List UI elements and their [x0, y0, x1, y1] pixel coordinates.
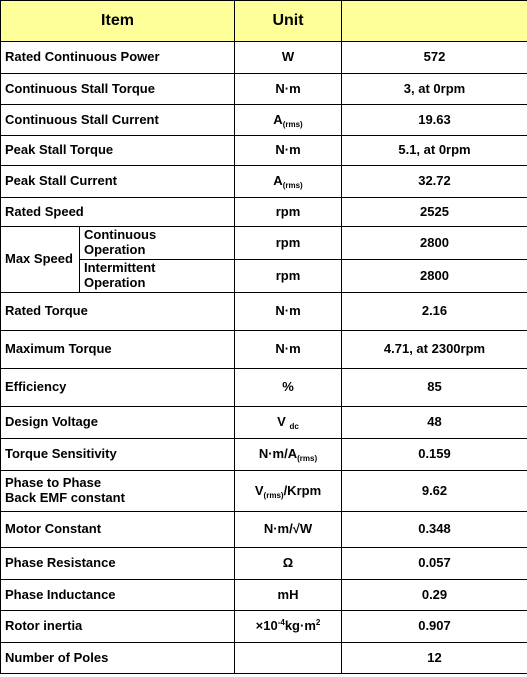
row-value: 2.16: [342, 293, 527, 331]
row-unit: [235, 643, 342, 674]
table-row: [1, 74, 527, 105]
unit-tail: /Krpm: [283, 482, 322, 498]
row-value: 32.72: [342, 166, 527, 198]
table-row: [1, 293, 527, 331]
unit-main: A: [273, 111, 283, 127]
label-line: Intermittent: [84, 260, 156, 276]
row-value: 0.159: [342, 439, 527, 471]
row-label: Torque Sensitivity: [1, 439, 235, 471]
label-line: Continuous: [84, 227, 157, 243]
row-unit: N·m: [235, 293, 342, 331]
unit-subscript: (rms): [297, 454, 318, 464]
row-value: 5.1, at 0rpm: [342, 136, 527, 166]
row-unit: N·m: [235, 331, 342, 369]
unit-main: kg·m: [284, 618, 316, 634]
table-row: [1, 260, 527, 293]
unit-subscript: dc: [289, 422, 299, 432]
label-line: Operation: [84, 275, 146, 290]
max-speed-label: Max Speed: [1, 227, 80, 293]
table-row: [1, 512, 527, 548]
row-value: 0.348: [342, 512, 527, 548]
unit-subscript: (rms): [263, 490, 284, 500]
table-row: [1, 227, 527, 260]
unit-main: V: [277, 414, 286, 430]
row-value: 572: [342, 42, 527, 74]
max-speed-intermittent-label: [80, 260, 235, 293]
row-unit: N·m: [235, 136, 342, 166]
row-value: 0.29: [342, 580, 527, 611]
header-value: [342, 1, 527, 42]
table-row: [1, 471, 527, 512]
row-label: Continuous Stall Current: [1, 105, 235, 136]
table-row: [1, 369, 527, 407]
row-unit: [235, 439, 342, 471]
table-row: [1, 136, 527, 166]
unit-exponent: 2: [315, 618, 321, 628]
row-label: Design Voltage: [1, 407, 235, 439]
table-row: [1, 331, 527, 369]
row-label: Rated Continuous Power: [1, 42, 235, 74]
row-label: Motor Constant: [1, 512, 235, 548]
unit-subscript: (rms): [282, 119, 303, 129]
table-row: [1, 580, 527, 611]
row-value: 48: [342, 407, 527, 439]
table-row: [1, 198, 527, 227]
row-label: Phase Inductance: [1, 580, 235, 611]
row-value: 0.907: [342, 611, 527, 643]
row-unit: [235, 471, 342, 512]
row-unit: rpm: [235, 260, 342, 293]
row-unit: rpm: [235, 198, 342, 227]
row-value: 0.057: [342, 548, 527, 580]
table-row: [1, 439, 527, 471]
row-unit: Ω: [235, 548, 342, 580]
row-unit: mH: [235, 580, 342, 611]
row-value: 9.62: [342, 471, 527, 512]
table-row: [1, 548, 527, 580]
row-unit: rpm: [235, 227, 342, 260]
row-unit: [235, 105, 342, 136]
row-value: 3, at 0rpm: [342, 74, 527, 105]
row-label: Rated Torque: [1, 293, 235, 331]
table-row: [1, 407, 527, 439]
row-label: [1, 471, 235, 512]
header-unit: Unit: [235, 1, 342, 42]
row-label: Number of Poles: [1, 643, 235, 674]
row-unit: [235, 611, 342, 643]
row-unit: [235, 407, 342, 439]
row-label: Phase Resistance: [1, 548, 235, 580]
row-value: 2800: [342, 227, 527, 260]
row-unit: %: [235, 369, 342, 407]
row-unit: [235, 166, 342, 198]
row-label: Peak Stall Current: [1, 166, 235, 198]
row-label: Efficiency: [1, 369, 235, 407]
row-value: 12: [342, 643, 527, 674]
table-row: [1, 611, 527, 643]
row-unit: W: [235, 42, 342, 74]
row-label: Continuous Stall Torque: [1, 74, 235, 105]
header-row: [1, 1, 527, 42]
unit-exponent: -4: [277, 618, 285, 628]
label-line: Phase to Phase: [5, 475, 102, 491]
row-value: 4.71, at 2300rpm: [342, 331, 527, 369]
table-row: [1, 42, 527, 74]
table-row: [1, 166, 527, 198]
row-label: Rotor inertia: [1, 611, 235, 643]
row-value: 2800: [342, 260, 527, 293]
label-line: Operation: [84, 242, 146, 257]
table-row: [1, 643, 527, 674]
max-speed-continuous-label: [80, 227, 235, 260]
row-value: 85: [342, 369, 527, 407]
unit-prefix: ×10: [255, 618, 278, 634]
row-label: Maximum Torque: [1, 331, 235, 369]
row-unit: N·m: [235, 74, 342, 105]
row-unit: N·m/√W: [235, 512, 342, 548]
unit-main: V: [254, 482, 264, 498]
row-label: Peak Stall Torque: [1, 136, 235, 166]
unit-main: A: [273, 173, 283, 189]
header-item: Item: [1, 1, 235, 42]
table-row: [1, 105, 527, 136]
row-value: 2525: [342, 198, 527, 227]
row-value: 19.63: [342, 105, 527, 136]
unit-subscript: (rms): [282, 181, 303, 191]
row-label: Rated Speed: [1, 198, 235, 227]
label-line: Back EMF constant: [5, 490, 125, 505]
unit-main: N·m/A: [258, 446, 298, 462]
